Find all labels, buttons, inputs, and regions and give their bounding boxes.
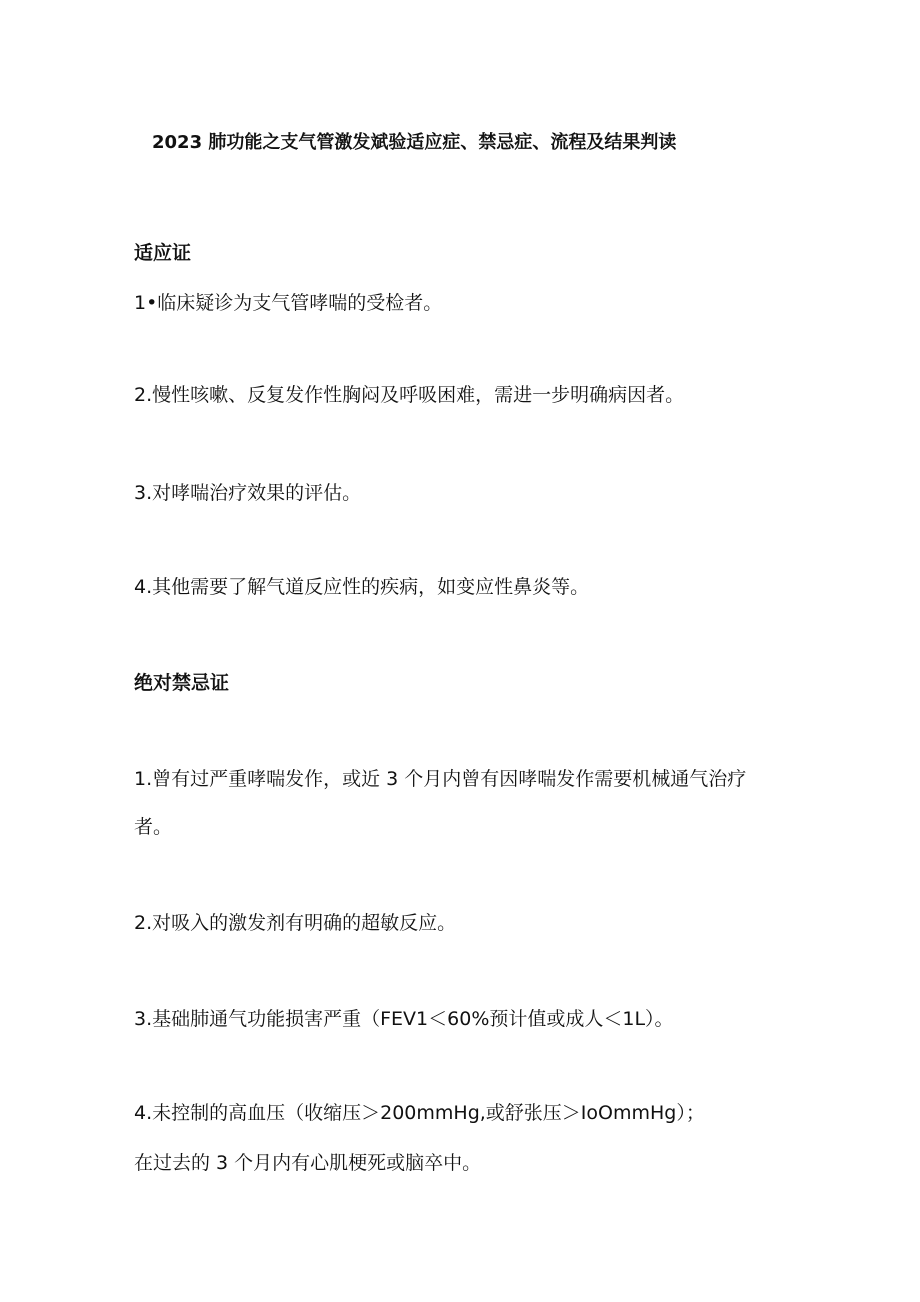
- contraindication-item-1: 1.曾有过严重哮喘发作，或近 3 个月内曾有因哮喘发作需要机械通气治疗: [134, 768, 747, 790]
- contraindication-item-4-continued: 在过去的 3 个月内有心肌梗死或脑卒中。: [134, 1152, 482, 1174]
- contraindication-item-2: 2.对吸入的激发剂有明确的超敏反应。: [134, 912, 457, 934]
- document-title: 2023 肺功能之支气管激发斌验适应症、禁忌症、流程及结果判读: [152, 132, 677, 153]
- indication-item-1: 1•临床疑诊为支气管哮喘的受检者。: [134, 292, 443, 314]
- indication-item-2: 2.慢性咳嗽、反复发作性胸闷及呼吸困难，需进一步明确病因者。: [134, 384, 685, 406]
- indication-item-4: 4.其他需要了解气道反应性的疾病，如变应性鼻炎等。: [134, 576, 590, 598]
- contraindication-item-3: 3.基础肺通气功能损害严重（FEV1＜60%预计值或成人＜1L）。: [134, 1008, 674, 1030]
- contraindication-item-1-continued: 者。: [134, 816, 173, 838]
- section-heading-indications: 适应证: [134, 242, 192, 264]
- section-heading-absolute-contraindications: 绝对禁忌证: [134, 672, 230, 694]
- indication-item-3: 3.对哮喘治疗效果的评估。: [134, 482, 362, 504]
- contraindication-item-4: 4.未控制的高血压（收缩压＞200mmHg,或舒张压＞IoOmmHg）；: [134, 1102, 705, 1124]
